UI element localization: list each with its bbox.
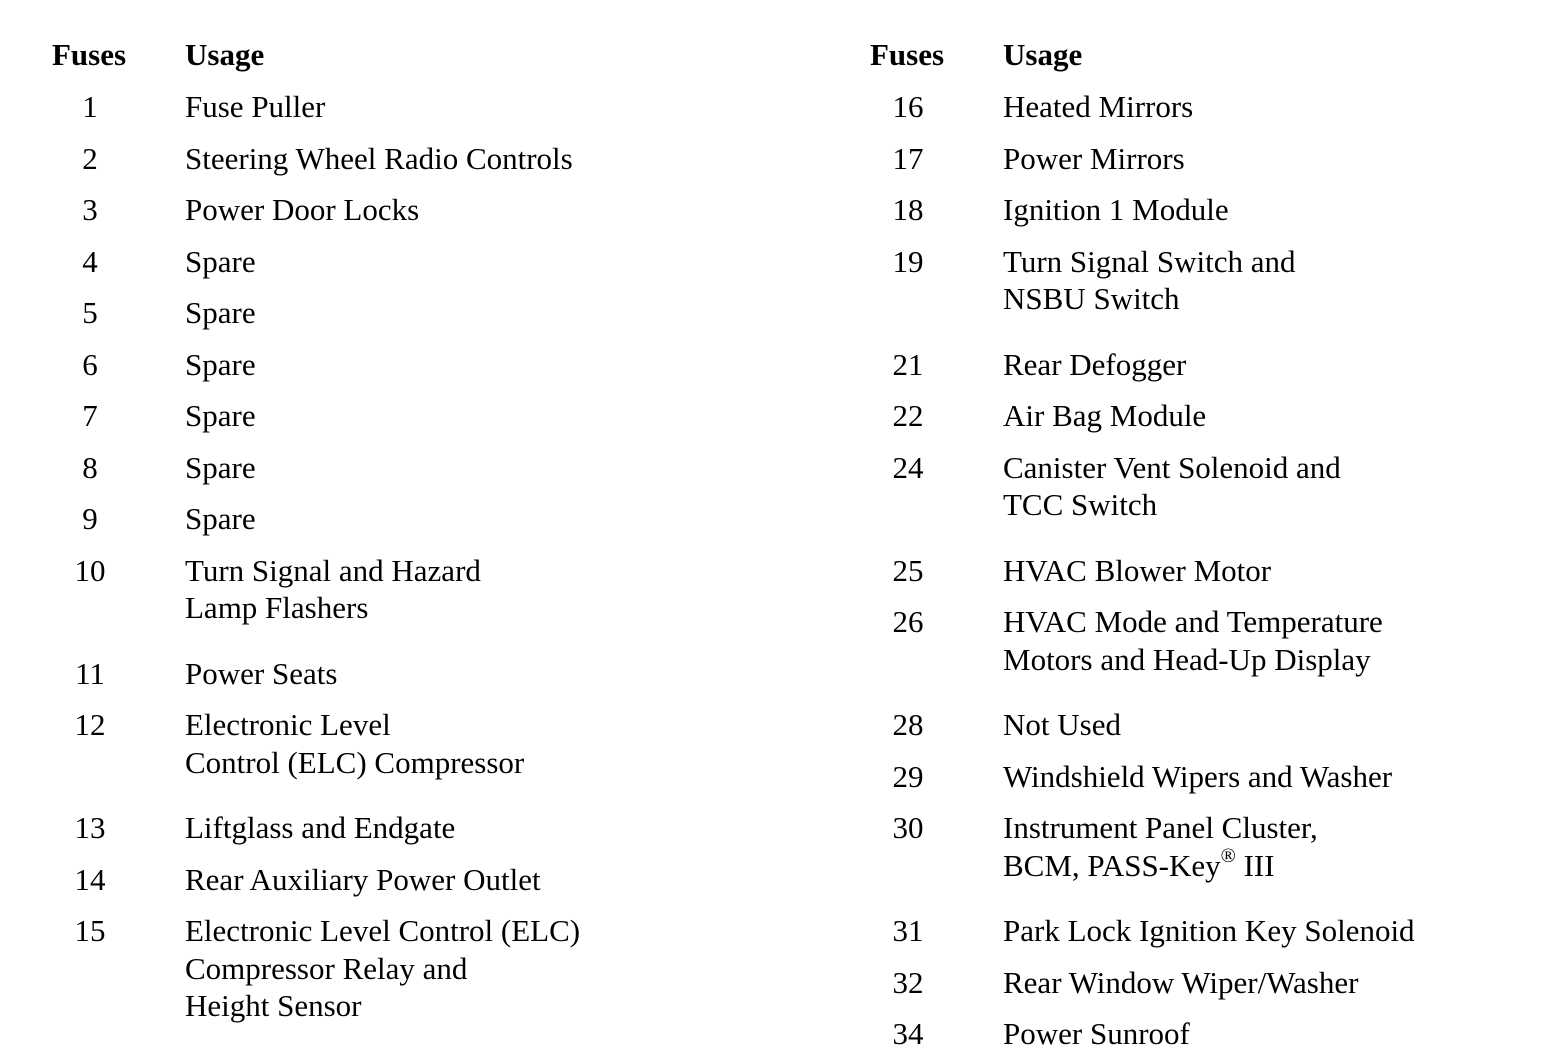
fuse-number: 14 <box>74 861 106 897</box>
fuse-number: 25 <box>892 552 924 588</box>
fuse-usage <box>1003 552 1271 590</box>
usage-line: Power Door Locks <box>185 192 420 227</box>
usage-line: Park Lock Ignition Key Solenoid <box>1003 913 1415 948</box>
usage-line: Instrument Panel Cluster, <box>1003 810 1318 845</box>
fuse-number: 11 <box>75 655 105 691</box>
usage-line: BCM, PASS-Key® III <box>1003 844 1275 883</box>
usage-line: Lamp Flashers <box>185 590 369 625</box>
fuse-number: 19 <box>892 243 924 279</box>
usage-line: Power Seats <box>185 655 338 691</box>
usage-line: Power Mirrors <box>1003 140 1185 176</box>
usage-line: Power Sunroof <box>1003 1016 1190 1051</box>
usage-line: Ignition 1 Module <box>1003 192 1229 227</box>
usage-line: Windshield Wipers and Washer <box>1003 758 1393 794</box>
fuse-usage <box>1003 603 1383 678</box>
usage-line: HVAC Mode and Temperature <box>1003 604 1383 639</box>
fuse-number: 16 <box>892 89 924 124</box>
fuse-usage <box>185 191 419 229</box>
fuse-number: 5 <box>82 295 98 330</box>
usage-line: Rear Defogger <box>1003 346 1187 382</box>
fuse-usage <box>185 294 256 332</box>
usage-line: Control (ELC) Compressor <box>185 744 525 780</box>
fuse-number: 32 <box>892 964 924 1000</box>
fuse-number: 22 <box>892 398 924 433</box>
usage-line: Steering Wheel Radio Controls <box>185 140 573 176</box>
usage-column-header: Usage <box>1003 37 1083 72</box>
fuse-usage <box>185 706 524 781</box>
usage-line: Fuse Puller <box>185 89 326 124</box>
fuse-usage <box>185 500 256 538</box>
usage-line: Air Bag Module <box>1003 398 1207 433</box>
usage-line: Liftglass and Endgate <box>185 810 456 845</box>
fuse-number: 3 <box>82 192 98 227</box>
fuse-number: 24 <box>892 449 924 485</box>
usage-line: Electronic Level Control (ELC) <box>185 913 581 948</box>
fuse-number: 30 <box>892 810 924 845</box>
usage-line: Rear Auxiliary Power Outlet <box>185 861 541 897</box>
fuse-number: 6 <box>82 346 98 382</box>
fuse-usage <box>185 243 256 281</box>
fuse-usage <box>185 809 455 847</box>
fuse-usage <box>185 655 337 693</box>
fuse-usage <box>185 88 325 126</box>
usage-line: Heated Mirrors <box>1003 89 1194 124</box>
fuse-number: 15 <box>74 913 106 948</box>
fuse-number: 21 <box>892 346 924 382</box>
fuse-number: 28 <box>892 707 924 742</box>
fuse-usage <box>185 346 256 384</box>
fuse-number: 34 <box>892 1016 924 1051</box>
fuse-usage <box>1003 88 1193 126</box>
fuse-usage <box>1003 912 1415 950</box>
usage-line: Spare <box>185 449 256 485</box>
fuse-number: 10 <box>74 552 106 588</box>
fuse-usage <box>185 861 541 899</box>
fuse-number: 31 <box>892 913 924 948</box>
fuse-number: 13 <box>74 810 106 845</box>
fuse-number: 17 <box>892 140 924 176</box>
usage-line: TCC Switch <box>1003 487 1158 522</box>
usage-line: Rear Window Wiper/Washer <box>1003 964 1359 1000</box>
fuse-number: 9 <box>82 501 98 536</box>
fuse-usage <box>1003 191 1229 229</box>
fuse-usage <box>185 140 573 178</box>
fuse-number: 18 <box>892 192 924 227</box>
usage-line: Height Sensor <box>185 988 362 1023</box>
usage-line: NSBU Switch <box>1003 281 1180 316</box>
fuse-usage <box>1003 1015 1190 1053</box>
fuse-usage <box>1003 449 1341 524</box>
usage-line: Turn Signal and Hazard <box>185 552 481 588</box>
fuse-usage <box>185 912 580 1025</box>
usage-line: Spare <box>185 243 256 279</box>
fuse-number: 12 <box>74 707 106 742</box>
usage-line: Electronic Level <box>185 707 391 742</box>
fuse-usage <box>1003 809 1318 884</box>
fuse-usage <box>185 552 481 627</box>
usage-line: Spare <box>185 398 256 433</box>
fuse-number: 2 <box>82 140 98 176</box>
fuse-usage <box>1003 397 1206 435</box>
fuse-number: 8 <box>82 449 98 485</box>
fuse-usage <box>1003 346 1186 384</box>
fuses-column-header: Fuses <box>870 37 945 72</box>
usage-line: Canister Vent Solenoid and <box>1003 449 1341 485</box>
fuse-usage <box>185 397 256 435</box>
fuse-number: 26 <box>892 604 924 639</box>
fuse-usage <box>1003 243 1296 318</box>
usage-line: Spare <box>185 346 256 382</box>
usage-line: Spare <box>185 295 256 330</box>
fuse-number: 4 <box>82 243 98 279</box>
fuse-number: 29 <box>892 758 924 794</box>
usage-line: Not Used <box>1003 707 1121 742</box>
fuse-usage <box>1003 964 1358 1002</box>
fuse-usage <box>1003 758 1392 796</box>
usage-column-header: Usage <box>185 37 265 72</box>
fuse-usage <box>1003 140 1185 178</box>
usage-line: Motors and Head-Up Display <box>1003 641 1371 677</box>
fuse-number: 7 <box>82 398 98 433</box>
usage-line: Spare <box>185 501 256 536</box>
fuse-number: 1 <box>82 89 98 124</box>
fuse-usage <box>1003 706 1121 744</box>
usage-line: HVAC Blower Motor <box>1003 552 1272 588</box>
fuses-column-header: Fuses <box>52 37 127 72</box>
usage-line: Compressor Relay and <box>185 950 468 986</box>
usage-line: Turn Signal Switch and <box>1003 243 1296 279</box>
fuse-usage <box>185 449 256 487</box>
